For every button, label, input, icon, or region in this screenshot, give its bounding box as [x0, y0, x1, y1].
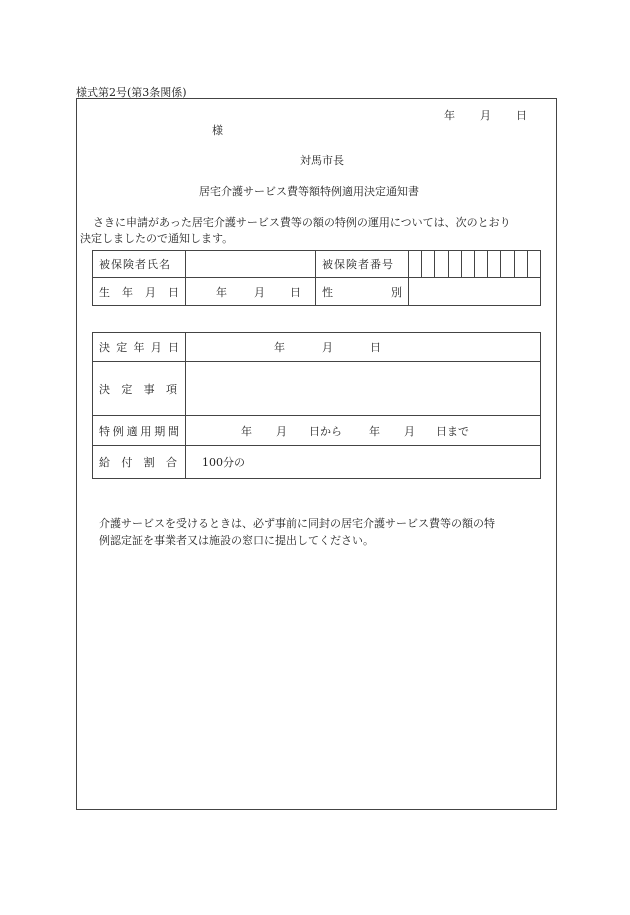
benefit-label-char-1: 付	[121, 456, 133, 469]
period-start-day: 日から	[309, 424, 342, 438]
decision-item-label-char-3: 項	[165, 382, 177, 396]
birthdate-label-char-0: 生	[99, 285, 110, 299]
form-number: 様式第2号(第3条関係)	[76, 86, 187, 99]
gender-label	[316, 278, 409, 306]
date-day-unit: 日	[516, 109, 527, 122]
decision-date-label-char-0: 決	[99, 341, 110, 354]
period-end-year: 年	[369, 424, 380, 438]
date-month-unit: 月	[480, 109, 491, 122]
gender-label-left: 性	[322, 285, 333, 299]
period-start-month: 月	[276, 424, 287, 438]
insured-number-digit-box[interactable]	[527, 251, 540, 277]
decision-date-label-char-3: 月	[150, 341, 162, 354]
insured-number-digit-box[interactable]	[500, 251, 513, 277]
intro-line-1: さきに申請があった居宅介護サービス費等の額の特例の運用については、次のとおり	[93, 216, 511, 229]
insured-number-label: 被保険者番号	[316, 251, 409, 278]
decision-date-field[interactable]	[186, 333, 541, 362]
period-field[interactable]	[186, 416, 541, 446]
period-label-char-0: 特	[99, 424, 110, 438]
benefit-field[interactable]	[186, 446, 541, 479]
benefit-label-char-0: 給	[99, 456, 110, 469]
birthdate-field[interactable]	[186, 278, 316, 306]
issuer-name: 対馬市長	[300, 154, 344, 167]
decision-item-field[interactable]	[186, 362, 541, 416]
gender-label-right: 別	[391, 285, 402, 299]
decision-date-label-char-1: 定	[116, 341, 128, 354]
period-start-year: 年	[241, 424, 252, 438]
decision-year-unit: 年	[274, 341, 285, 354]
period-label-char-5: 間	[167, 424, 179, 438]
date-year-unit: 年	[444, 109, 455, 122]
period-label-char-3: 用	[140, 424, 152, 438]
insured-info-table	[92, 250, 541, 306]
notice-title: 居宅介護サービス費等額特例適用決定通知書	[199, 185, 419, 198]
decision-date-label	[93, 333, 186, 362]
benefit-label-char-2: 割	[143, 456, 155, 469]
period-end-day: 日まで	[436, 424, 469, 438]
insured-number-digit-box[interactable]	[514, 251, 527, 277]
birthdate-label-char-1: 年	[122, 285, 133, 299]
intro-line-2: 決定しましたので通知します。	[80, 232, 234, 245]
birthdate-day-unit: 日	[290, 285, 301, 299]
period-label-char-4: 期	[154, 424, 166, 438]
insured-number-digit-box[interactable]	[461, 251, 474, 277]
insured-number-digit-box[interactable]	[421, 251, 434, 277]
notice-line-2: 例認定証を事業者又は施設の窓口に提出してください。	[99, 534, 374, 547]
decision-date-label-char-4: 日	[168, 341, 179, 354]
benefit-label	[93, 446, 186, 479]
notice-line-1: 介護サービスを受けるときは、必ず事前に同封の居宅介護サービス費等の額の特	[99, 517, 495, 530]
birthdate-label-char-3: 日	[168, 285, 179, 299]
insured-number-digit-box[interactable]	[487, 251, 500, 277]
insured-number-digit-box[interactable]	[448, 251, 461, 277]
insured-number-digit-box[interactable]	[474, 251, 487, 277]
birthdate-year-unit: 年	[216, 285, 227, 299]
insured-number-field[interactable]	[409, 251, 541, 278]
period-label	[93, 416, 186, 446]
period-label-char-2: 適	[126, 424, 138, 438]
birthdate-month-unit: 月	[254, 285, 265, 299]
period-end-month: 月	[404, 424, 415, 438]
decision-day-unit: 日	[370, 341, 381, 354]
insured-name-field[interactable]	[186, 251, 316, 278]
decision-table	[92, 332, 541, 479]
insured-number-digit-box[interactable]	[409, 251, 421, 277]
decision-month-unit: 月	[322, 341, 333, 354]
recipient-suffix: 様	[212, 124, 223, 137]
decision-item-label-char-2: 事	[143, 382, 155, 396]
birthdate-label-char-2: 月	[145, 285, 156, 299]
insured-number-boxes	[409, 251, 540, 277]
insured-number-digit-box[interactable]	[434, 251, 447, 277]
birthdate-label	[93, 278, 186, 306]
benefit-value: 100分の	[202, 456, 245, 469]
gender-field[interactable]	[409, 278, 541, 306]
period-label-char-1: 例	[112, 424, 124, 438]
insured-name-label: 被保険者氏名	[93, 251, 186, 278]
benefit-label-char-3: 合	[165, 456, 177, 469]
decision-item-label-char-0: 決	[99, 382, 110, 396]
decision-item-label	[93, 362, 186, 416]
decision-date-label-char-2: 年	[133, 341, 145, 354]
decision-item-label-char-1: 定	[121, 382, 133, 396]
